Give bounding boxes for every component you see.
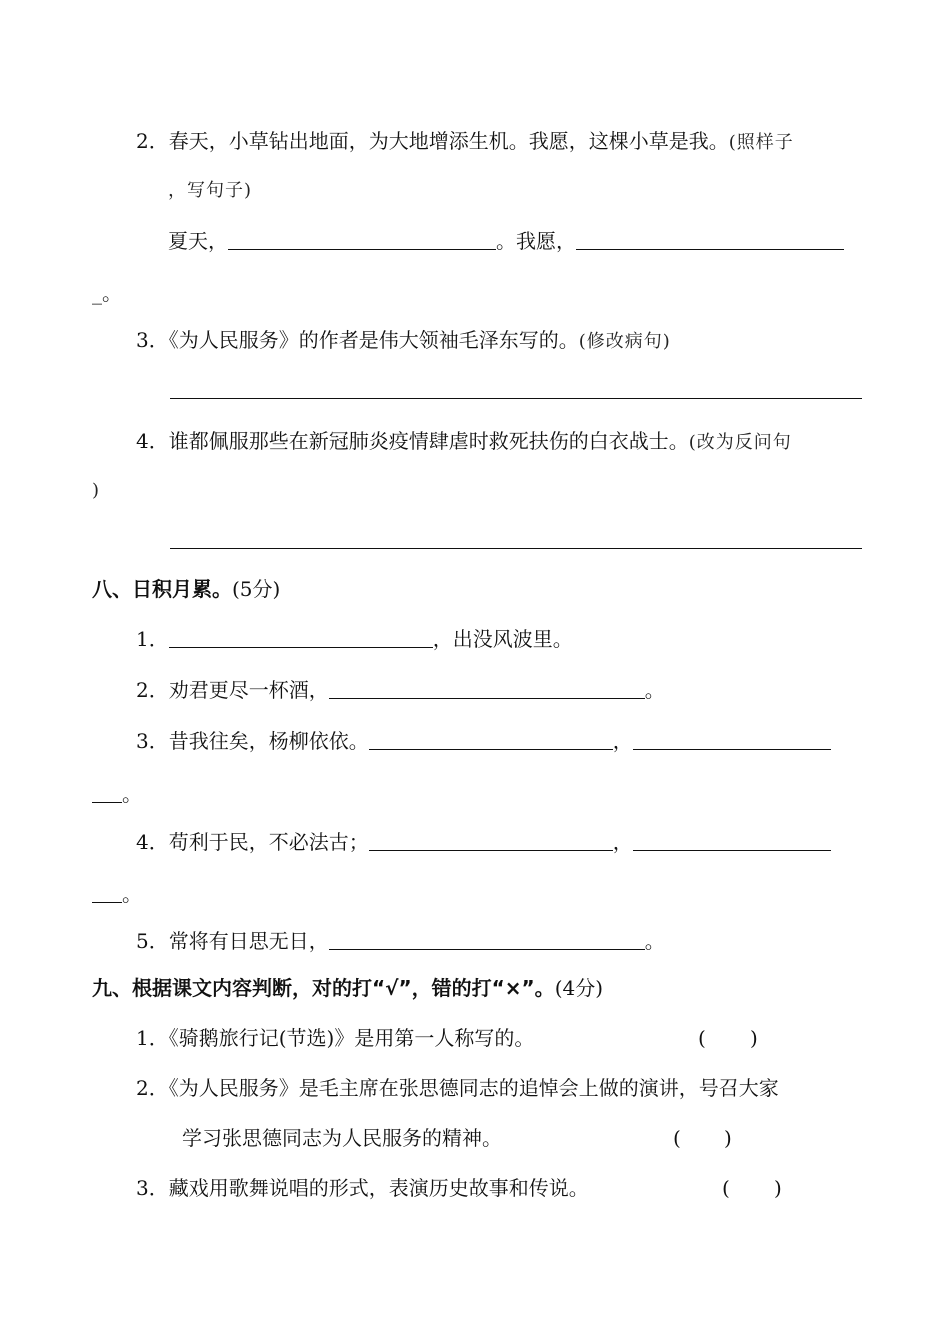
- answer-mid: 。我愿，: [496, 229, 576, 253]
- item-number: 3．: [136, 1176, 169, 1200]
- item-text: 藏戏用歌舞说唱的形式，表演历史故事和传说。: [168, 1176, 589, 1200]
- answer-blank[interactable]: [92, 782, 122, 803]
- q7-2-line: [136, 127, 794, 157]
- instruction-note-cont: ，写句子): [168, 180, 253, 201]
- answer-prefix: 夏天，: [168, 229, 228, 253]
- item-text: 《为人民服务》是毛主席在张思德同志的追悼会上做的演讲，号召大家: [168, 1076, 779, 1100]
- answer-box[interactable]: [687, 1124, 725, 1152]
- question-number: 3．: [136, 328, 169, 352]
- item-text: 苟利于民，不必法古；: [168, 830, 369, 854]
- q7-4-line: [136, 427, 792, 457]
- instruction-note: (照样子: [728, 132, 794, 153]
- answer-box[interactable]: [736, 1174, 774, 1202]
- instruction-note: (改为反问句: [688, 432, 792, 453]
- item-text: 。: [122, 882, 142, 906]
- item-text-cont: 学习张思德同志为人民服务的精神。: [182, 1126, 502, 1150]
- q7-3-line: [136, 326, 671, 356]
- s8-item-4-cont: [92, 880, 142, 908]
- answer-paren-close: ): [750, 1026, 758, 1050]
- answer-blank[interactable]: [329, 678, 645, 699]
- s8-item-1: [136, 625, 573, 653]
- answer-blank[interactable]: [369, 830, 613, 851]
- answer-paren-close: ): [724, 1126, 732, 1150]
- s8-item-4: [136, 828, 831, 856]
- section-9-heading: [92, 974, 603, 1002]
- q7-2-answer-line: [168, 227, 844, 255]
- answer-blank[interactable]: [169, 627, 433, 648]
- item-text: 。: [644, 678, 665, 702]
- answer-blank[interactable]: [369, 729, 613, 750]
- answer-blank[interactable]: [633, 830, 831, 851]
- section-score: (5分): [232, 577, 281, 601]
- instruction-note: (修改病句): [578, 331, 671, 352]
- item-number: 3．: [136, 729, 169, 753]
- section-title: 九、根据课文内容判断，对的打“√”，错的打“×”。: [92, 976, 555, 1000]
- instruction-note-cont: ): [92, 480, 101, 501]
- s8-item-2: [136, 676, 665, 704]
- item-number: 2．: [136, 1076, 169, 1100]
- item-text: 。: [122, 782, 142, 806]
- item-text: 常将有日思无日，: [168, 929, 329, 953]
- item-number: 1．: [136, 627, 169, 651]
- item-text: ，: [612, 729, 633, 753]
- section-score: (4分): [554, 976, 604, 1000]
- answer-blank[interactable]: [576, 229, 844, 250]
- item-text: 劝君更尽一杯酒，: [168, 678, 329, 702]
- item-number: 5．: [136, 929, 169, 953]
- s8-item-3-cont: [92, 780, 142, 808]
- answer-line[interactable]: [170, 548, 862, 549]
- item-text: 。: [644, 929, 665, 953]
- item-text: 昔我往矣，杨柳依依。: [168, 729, 369, 753]
- s9-item-3: [136, 1174, 589, 1202]
- item-text: 《骑鹅旅行记(节选)》是用第一人称写的。: [168, 1026, 535, 1050]
- item-text: ，出没风波里。: [432, 627, 573, 651]
- s9-item-1: [136, 1024, 534, 1052]
- s8-item-3: [136, 727, 831, 755]
- answer-line[interactable]: [170, 398, 862, 399]
- item-number: 2．: [136, 678, 169, 702]
- question-number: 2．: [136, 129, 169, 153]
- answer-blank[interactable]: [329, 929, 645, 950]
- question-text: 《为人民服务》的作者是伟大领袖毛泽东写的。: [168, 328, 579, 352]
- question-text: 谁都佩服那些在新冠肺炎疫情肆虐时救死扶伤的白衣战士。: [168, 429, 689, 453]
- s8-item-5: [136, 927, 665, 955]
- question-number: 4．: [136, 429, 169, 453]
- answer-end: _。: [92, 281, 122, 305]
- question-text: 春天，小草钻出地面，为大地增添生机。我愿，这棵小草是我。: [168, 129, 729, 153]
- answer-paren-open: (: [673, 1126, 681, 1150]
- answer-blank[interactable]: [92, 882, 122, 903]
- answer-paren-open: (: [722, 1176, 730, 1200]
- s9-item-2: [136, 1074, 779, 1102]
- answer-paren-open: (: [698, 1026, 706, 1050]
- answer-paren-close: ): [774, 1176, 782, 1200]
- item-number: 1．: [136, 1026, 169, 1050]
- answer-blank[interactable]: [633, 729, 831, 750]
- section-title: 八、日积月累。: [92, 577, 232, 601]
- section-8-heading: [92, 575, 280, 603]
- item-text: ，: [612, 830, 633, 854]
- answer-box[interactable]: [712, 1024, 752, 1052]
- item-number: 4．: [136, 830, 169, 854]
- answer-blank[interactable]: [228, 229, 496, 250]
